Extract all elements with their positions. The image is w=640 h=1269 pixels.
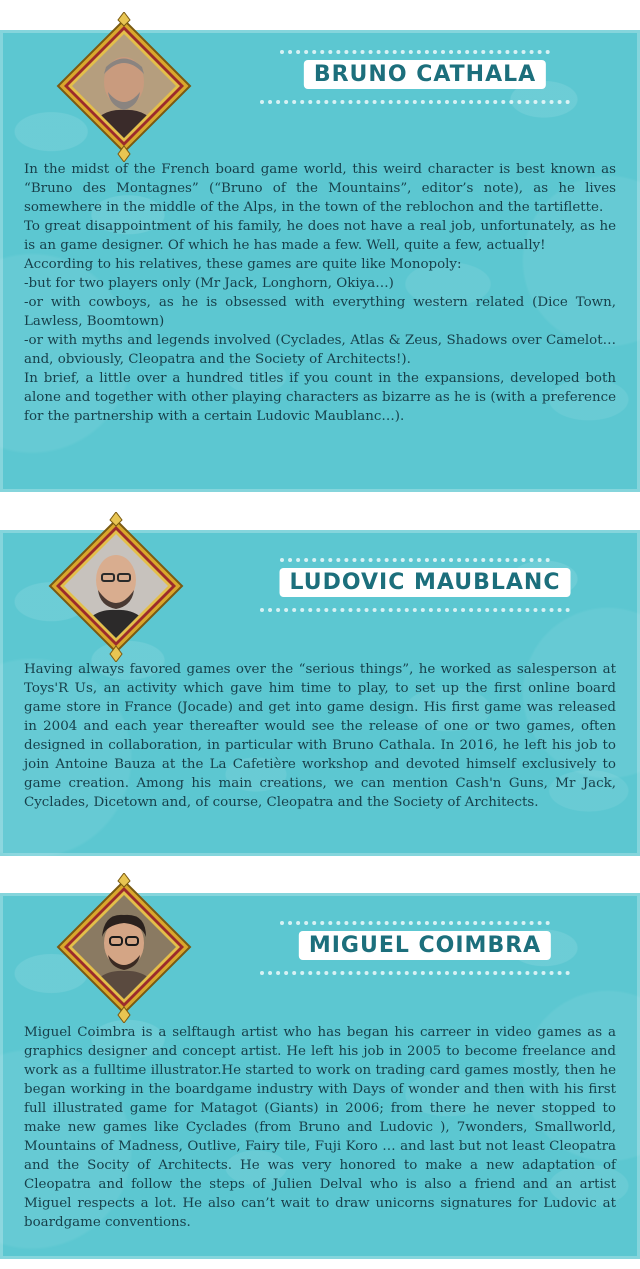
- bio-line: Having always favored games over the “serious things”, he worked as salesperson at Toys'R Us, an activity which gave him time to play, to set up the first online board game store in France (Jocade) and get into game design. His first game was released in 2004 and each year thereafter would see the release of one or two games, often designed in collaboration, in particular with Bruno Cathala. In 2016, he left his job to join Antoine Bauza at the La Cafetière workshop and devoted himself exclusively to game creation. Among his main creations, we can mention Cash'n Guns, Mr Jack, Cyclades, Dicetown and, of course, Cleopatra and the Society of Architects.: [24, 662, 616, 810]
- designer-card-ludovic-maublanc: [0, 530, 640, 856]
- bio-line: -but for two players only (Mr Jack, Longhorn, Okiya…): [24, 276, 394, 291]
- designer-bio: [24, 660, 616, 812]
- bio-line: In brief, a little over a hundred titles if you count in the expansions, developed both alone and together with other playing characters as bizarre as he is (with a preference for the partnership with a certain Ludovic Maublanc…).: [24, 371, 616, 424]
- dotted-line-top: [280, 921, 550, 925]
- name-banner: [260, 550, 590, 620]
- bio-line: -or with myths and legends involved (Cyclades, Atlas & Zeus, Shadows over Camelot… and, obviously, Cleopatra and the Society of Architects!).: [24, 333, 616, 367]
- portrait-ludovic-maublanc: [46, 512, 186, 662]
- portrait-miguel-coimbra: [54, 873, 194, 1023]
- portrait-frame: [54, 873, 194, 1013]
- bio-line: According to his relatives, these games are quite like Monopoly:: [24, 257, 462, 272]
- dotted-line-top: [280, 50, 550, 54]
- designer-bio: [24, 1023, 616, 1232]
- bio-line: Miguel Coimbra is a selftaugh artist who has began his carreer in video games as a graphics designer and concept artist. He left his job in 2005 to become freelance and work as a fulltime illustrator.He started to work on trading card games mostly, then he began working in the boardgame industry with Days of wonder and then with his first full illustrated game for Matagot (Giants) in 2006; from there he never stopped to make new games like Cyclades (from Bruno and Ludovic ), 7wonders, Smallworld, Mountains of Madness, Outlive, Fairy tile, Fuji Koro … and last but not least Cleopatra and the Socity of Architects. He was very honored to make a new adaptation of Cleopatra and follow the steps of Julien Delval who is also a friend and an artist Miguel respects a lot. He also can’t wait to draw unicorns signatures for Ludovic at boardgame conventions.: [24, 1025, 616, 1230]
- designer-name: MIGUEL COIMBRA: [299, 931, 551, 960]
- dotted-line-bottom: [260, 100, 570, 104]
- designer-card-bruno-cathala: [0, 30, 640, 492]
- bio-line: In the midst of the French board game world, this weird character is best known as “Bruno des Montagnes” (“Bruno of the Mountains”, editor’s note), as he lives somewhere in the middle of the Alps, in the town of the reblochon and the tartiflette.: [24, 162, 616, 215]
- name-banner: [260, 913, 590, 983]
- portrait-frame: [46, 512, 186, 652]
- portrait-frame: [54, 12, 194, 152]
- dotted-line-bottom: [260, 971, 570, 975]
- name-banner: [260, 42, 590, 112]
- dotted-line-top: [280, 558, 550, 562]
- portrait-bruno-cathala: [54, 12, 194, 162]
- designer-bio: [24, 160, 616, 426]
- designer-card-miguel-coimbra: [0, 893, 640, 1259]
- designer-name: LUDOVIC MAUBLANC: [280, 568, 571, 597]
- bio-line: -or with cowboys, as he is obsessed with everything western related (Dice Town, Lawless, Boomtown): [24, 295, 616, 329]
- dotted-line-bottom: [260, 608, 570, 612]
- designer-name: BRUNO CATHALA: [304, 60, 546, 89]
- bio-line: To great disappointment of his family, he does not have a real job, unfortunately, as he is an game designer. Of which he has made a few. Well, quite a few, actually!: [24, 219, 616, 253]
